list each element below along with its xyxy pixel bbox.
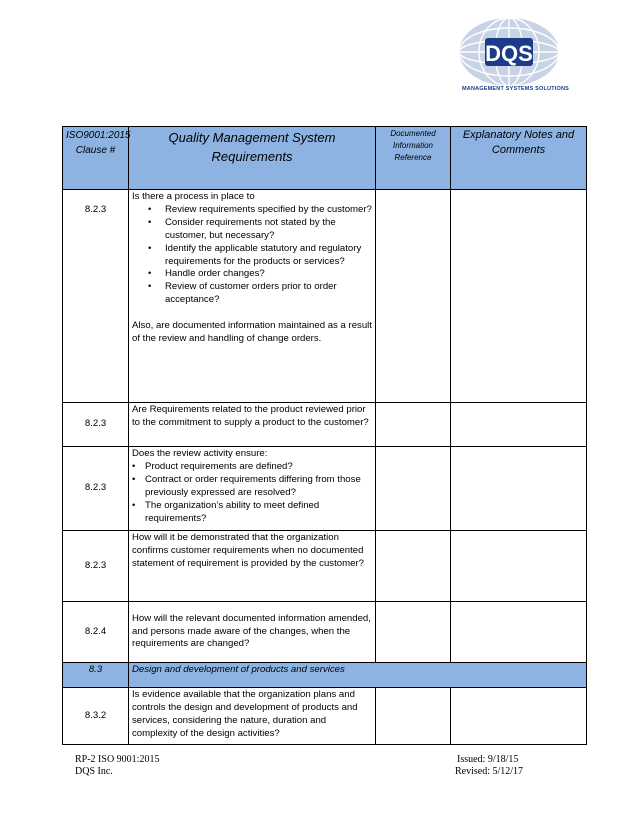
documented-cell[interactable] — [376, 602, 451, 663]
notes-cell[interactable] — [451, 688, 587, 745]
clause-number: 8.2.4 — [63, 602, 129, 663]
logo-letters: DQS — [485, 41, 533, 66]
footer-doc: RP-2 ISO 9001:2015 — [75, 754, 160, 765]
documented-cell[interactable] — [376, 531, 451, 602]
documented-cell[interactable] — [376, 447, 451, 531]
requirement-text: How will it be demonstrated that the organization confirms customer requirements when no documented statement of requirement is provided by the customer? — [129, 531, 376, 602]
header-notes: Explanatory Notes and Comments — [451, 127, 587, 190]
notes-cell[interactable] — [451, 447, 587, 531]
list-item: • Review of customer orders prior to order acceptance? — [132, 281, 372, 307]
notes-cell[interactable] — [451, 190, 587, 403]
header-requirements: Quality Management System Requirements — [129, 127, 376, 190]
table-row — [63, 403, 587, 447]
footer-revised: Revised: 5/12/17 — [455, 766, 524, 777]
list-item: • Consider requirements not stated by the customer, but necessary? — [132, 217, 372, 243]
header-clause: ISO9001:2015 Clause # — [63, 127, 129, 190]
table-row — [63, 190, 587, 403]
table-row — [63, 602, 587, 663]
notes-cell[interactable] — [451, 602, 587, 663]
footer-right — [455, 754, 523, 778]
list-item: • Review requirements specified by the customer? — [132, 204, 372, 217]
requirement-text: Is there a process in place to • Review requirements specified by the customer? • Consider requirements not stated by the customer, but necessary? • Identify the applicable statutory and regulatory requirements for the products or services? • Handle order changes? • Review of customer orders prior to order acceptance? Also, are documented information maintained as a result of the review and handling of change orders. — [129, 190, 376, 403]
header-documented: Documented Information Reference — [376, 127, 451, 190]
section-title: Design and development of products and services — [129, 663, 587, 688]
notes-cell[interactable] — [451, 531, 587, 602]
list-item: • Handle order changes? — [132, 268, 372, 281]
clause-number: 8.2.3 — [63, 447, 129, 531]
section-number: 8.3 — [63, 663, 129, 688]
requirement-text: Are Requirements related to the product reviewed prior to the commitment to supply a product to the customer? — [129, 403, 376, 447]
table-header — [63, 127, 587, 190]
table-row — [63, 688, 587, 745]
clause-number: 8.2.3 — [63, 531, 129, 602]
requirement-text: How will the relevant documented information amended, and persons made aware of the changes, when the requirements are changed? — [129, 602, 376, 663]
requirements-table — [62, 126, 587, 745]
clause-number: 8.2.3 — [63, 190, 129, 403]
dqs-logo — [455, 16, 570, 96]
footer-company: DQS Inc. — [75, 766, 113, 777]
documented-cell[interactable] — [376, 403, 451, 447]
clause-number: 8.3.2 — [63, 688, 129, 745]
footer-left — [75, 754, 159, 778]
requirement-text: Is evidence available that the organization plans and controls the design and development of products and services, considering the nature, duration and complexity of the design activities? — [129, 688, 376, 745]
section-row — [63, 663, 587, 688]
documented-cell[interactable] — [376, 688, 451, 745]
requirement-text: Does the review activity ensure: • Product requirements are defined? • Contract or order requirements differing from those previously expressed are resolved? • The organization’s ability to meet defined requirements? — [129, 447, 376, 531]
list-item: • Contract or order requirements differing from those previously expressed are resolved? — [132, 474, 372, 500]
documented-cell[interactable] — [376, 190, 451, 403]
list-item: • The organization’s ability to meet defined requirements? — [132, 500, 372, 526]
list-item: • Product requirements are defined? — [132, 461, 372, 474]
footer-issued: Issued: 9/18/15 — [457, 754, 519, 765]
notes-cell[interactable] — [451, 403, 587, 447]
clause-number: 8.2.3 — [63, 403, 129, 447]
logo-tagline: MANAGEMENT SYSTEMS SOLUTIONS — [462, 86, 570, 92]
table-row — [63, 447, 587, 531]
table-row — [63, 531, 587, 602]
list-item: • Identify the applicable statutory and regulatory requirements for the products or services? — [132, 243, 372, 269]
